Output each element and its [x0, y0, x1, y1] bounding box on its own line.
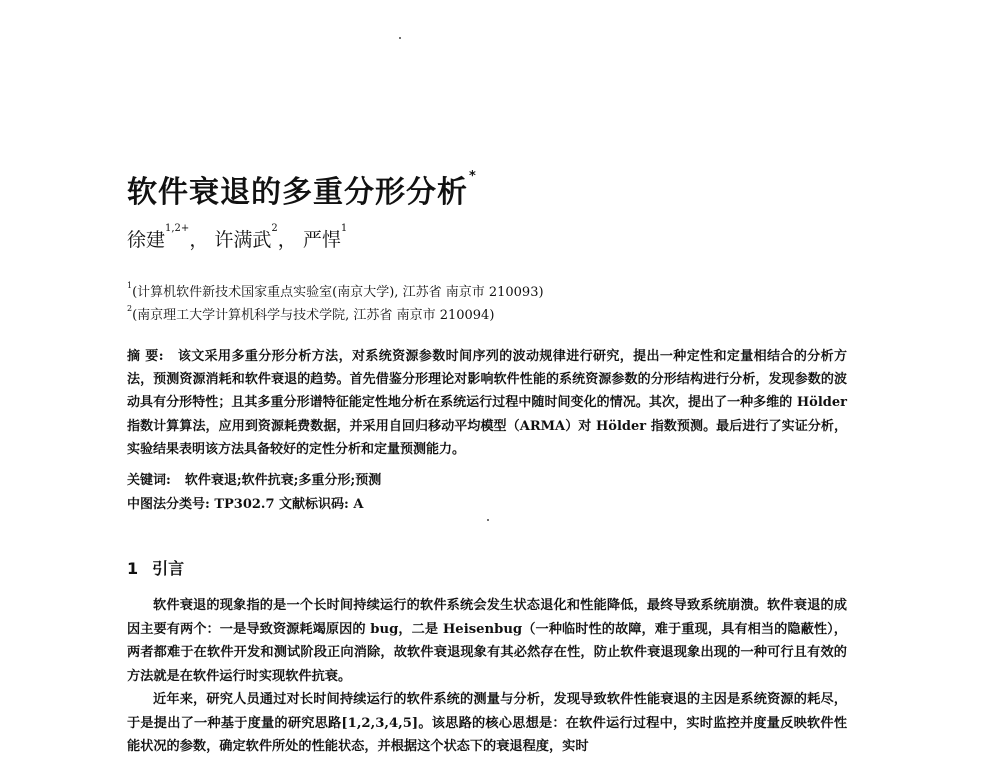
abstract-text: 该文采用多重分形分析方法，对系统资源参数时间序列的波动规律进行研究，提出一种定性和定量相结合的分析方法，预测资源消耗和软件衰退的趋势。首先借鉴分形理论对影响软件性能的系统资源参数的分形结构进行分析，发现参数的波动具有分形特性；且其多重分形谱特征能定性地分析在系统运行过程中随时间变化的情况。其次，提出了一种多维的 Hölder 指数计算算法，应用到资源耗费数据，并采用自回归移动平均模型（ARMA）对 Hölder 指数预测。最后进行了实证分析，实验结果表明该方法具备较好的定性分析和定量预测能力。 — [127, 349, 847, 457]
author-affiliation-mark: 2 — [271, 223, 278, 234]
author-name: 徐建 — [127, 229, 166, 251]
paper-title — [127, 167, 477, 211]
section-number: 1 — [127, 559, 139, 578]
author-affiliation-mark: 1 — [340, 223, 348, 234]
author-affiliation-mark: 1,2+ — [165, 223, 190, 234]
affiliation-text: (南京理工大学计算机科学与技术学院, 江苏省 南京市 210094) — [132, 308, 495, 323]
abstract-label: 摘 要: — [127, 349, 164, 364]
title-footnote-mark: * — [469, 169, 477, 184]
keywords-line — [127, 469, 381, 488]
affiliation-mark: 2 — [127, 304, 133, 313]
clc-value: TP302.7 — [214, 497, 275, 512]
keywords-label: 关键词: — [127, 473, 171, 488]
author-separator: ， — [189, 229, 209, 251]
doc-code-value: A — [353, 497, 364, 512]
title-text: 软件衰退的多重分形分析 — [127, 175, 468, 210]
clc-label: 中图法分类号: — [127, 497, 210, 512]
scan-speck — [487, 519, 489, 521]
keywords-value: 软件衰退;软件抗衰;多重分形;预测 — [184, 473, 382, 488]
body-paragraph-2: 近年来，研究人员通过对长时间持续运行的软件系统的测量与分析，发现导致软件性能衰退的主因是系统资源的耗尽，于是提出了一种基于度量的研究思路[1,2,3,4,5]。该思路的核心思想是：在软件运行过程中，实时监控并度量反映软件性能状况的参数，确定软件所处的性能状态，并根据这个状态下的衰退程度，实时 — [127, 692, 847, 755]
author-name: 严悍 — [302, 229, 341, 251]
doc-code-label: 文献标识码: — [279, 497, 349, 512]
section-heading — [127, 556, 184, 579]
author-separator: ， — [277, 229, 297, 251]
affiliation-text: (计算机软件新技术国家重点实验室(南京大学), 江苏省 南京市 210093) — [132, 285, 544, 300]
abstract — [127, 345, 847, 461]
section-title: 引言 — [152, 559, 185, 578]
affiliation-mark: 1 — [127, 281, 133, 290]
classification-line — [127, 493, 363, 512]
author-name: 许满武 — [214, 229, 272, 251]
body-paragraph-1: 软件衰退的现象指的是一个长时间持续运行的软件系统会发生状态退化和性能降低，最终导致系统崩溃。软件衰退的成因主要有两个：一是导致资源耗竭原因的 bug，二是 Heisenbug（一种临时性的故障，难于重现，具有相当的隐蔽性），两者都难于在软件开发和测试阶段正向消除，故软件衰退现象有其必然存在性，防止软件衰退现象出现的一种可行且有效的方法就是在软件运行时实现软件抗衰。 — [127, 598, 847, 684]
scan-speck — [399, 37, 401, 39]
author-list — [127, 225, 347, 252]
affiliation-1 — [127, 281, 544, 300]
affiliation-2 — [127, 304, 494, 323]
